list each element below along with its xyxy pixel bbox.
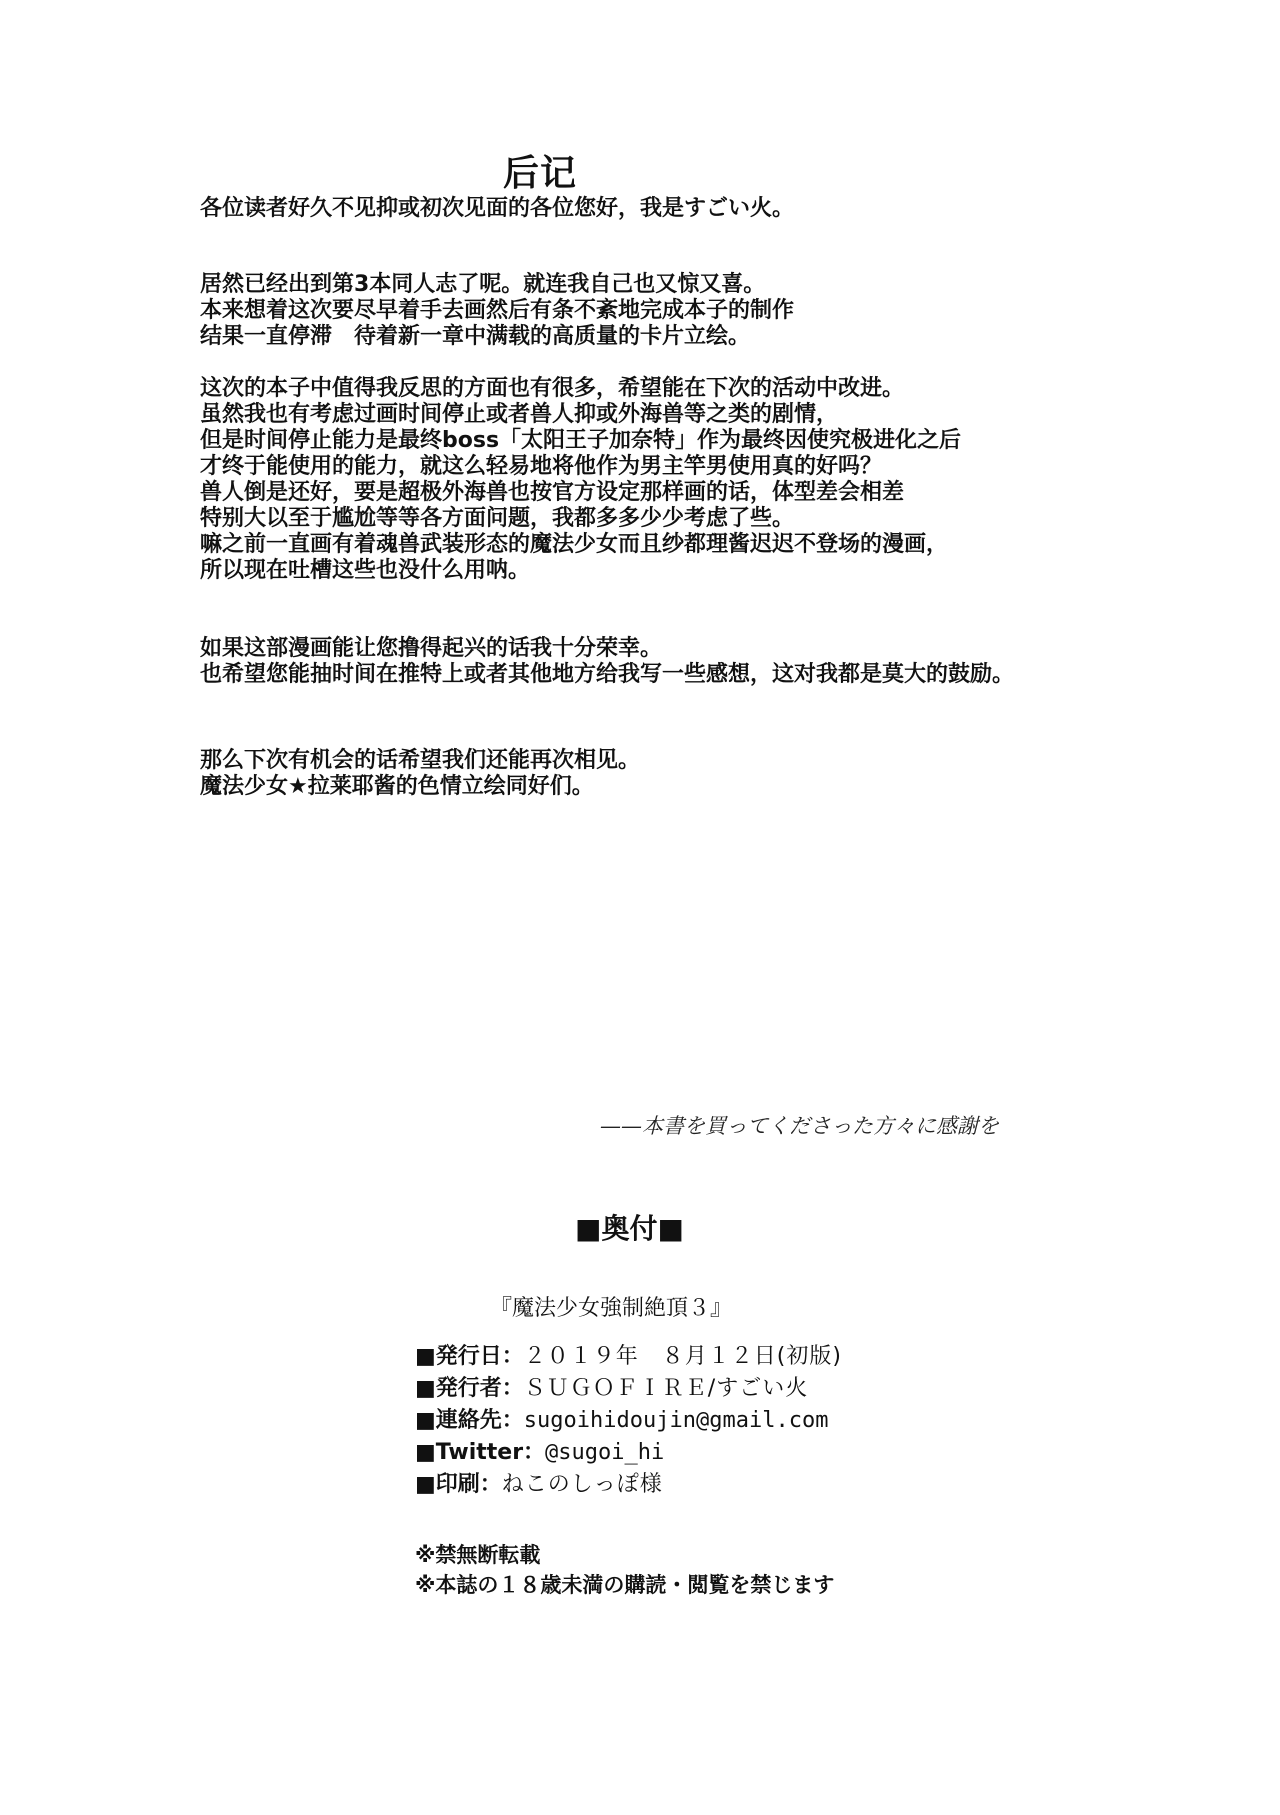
contact-email: sugoihidoujin@gmail.com xyxy=(523,1408,829,1433)
twitter-handle: @sugoi_hi xyxy=(545,1440,665,1465)
text-line: 但是时间停止能力是最终boss「太阳王子加奈特」作为最终因使究极进化之后 xyxy=(200,428,962,453)
text-line: 本来想着这次要尽早着手去画然后有条不紊地完成本子的制作 xyxy=(200,298,795,323)
publish-date-row xyxy=(415,1341,842,1373)
text-line: 居然已经出到第3本同人志了呢。就连我自己也又惊又喜。 xyxy=(200,272,766,297)
afterword-paragraph-thanks xyxy=(200,636,1260,688)
notice-no-reprint: ※禁無断転載 xyxy=(415,1543,541,1567)
contact-label: ■連絡先： xyxy=(415,1408,524,1433)
publisher-label: ■発行者： xyxy=(415,1376,524,1401)
colophon-info xyxy=(415,1341,842,1501)
twitter-label: ■Twitter： xyxy=(415,1440,546,1465)
book-title: 『魔法少女強制絶頂３』 xyxy=(490,1296,733,1321)
notice-age-restriction: ※本誌の１８歳未満の購読・閲覧を禁じます xyxy=(415,1573,835,1597)
text-line: 特别大以至于尴尬等等各方面问题，我都多多少少考虑了些。 xyxy=(200,506,795,531)
text-line: 兽人倒是还好，要是超极外海兽也按官方设定那样画的话，体型差会相差 xyxy=(200,480,905,505)
text-line: 这次的本子中值得我反思的方面也有很多，希望能在下次的活动中改进。 xyxy=(200,376,905,401)
thanks-signature: ——本書を買ってくださった方々に感謝を xyxy=(600,1114,999,1138)
text-line: 所以现在吐槽这些也没什么用呐。 xyxy=(200,558,531,583)
text-line: 才终于能使用的能力，就这么轻易地将他作为男主竿男使用真的好吗？ xyxy=(200,454,883,479)
publisher-row xyxy=(415,1373,842,1405)
text-line: 那么下次有机会的话希望我们还能再次相见。 xyxy=(200,748,641,773)
text-line: 嘛之前一直画有着魂兽武装形态的魔法少女而且纱都理酱迟迟不登场的漫画， xyxy=(200,532,949,557)
notices xyxy=(415,1540,834,1600)
publish-date-label: ■発行日： xyxy=(415,1344,524,1369)
text-line: 各位读者好久不见抑或初次见面的各位您好，我是すごい火。 xyxy=(200,196,795,221)
afterword-paragraph-reflection xyxy=(200,376,1260,584)
printer-value: ねこのしっぽ様 xyxy=(501,1472,663,1497)
afterword-paragraph-third-book xyxy=(200,272,1260,350)
printer-row xyxy=(415,1469,842,1501)
text-line: 也希望您能抽时间在推特上或者其他地方给我写一些感想，这对我都是莫大的鼓励。 xyxy=(200,662,1015,687)
printer-label: ■印刷： xyxy=(415,1472,502,1497)
publish-date-value: ２０１９年 ８月１２日(初版) xyxy=(523,1344,842,1369)
afterword-paragraph-greeting xyxy=(200,196,1260,222)
twitter-row xyxy=(415,1437,842,1469)
text-line: 结果一直停滞 待着新一章中满载的高质量的卡片立绘。 xyxy=(200,324,751,349)
text-line: 如果这部漫画能让您撸得起兴的话我十分荣幸。 xyxy=(200,636,663,661)
afterword-title: 后记 xyxy=(503,153,578,194)
publisher-value: ＳＵＧＯＦＩＲＥ/すごい火 xyxy=(523,1376,809,1401)
text-line: 魔法少女★拉莱耶酱的色情立绘同好们。 xyxy=(200,774,594,799)
afterword-paragraph-farewell xyxy=(200,748,1260,800)
contact-row xyxy=(415,1405,842,1437)
afterword-body xyxy=(200,196,1260,800)
text-line: 虽然我也有考虑过画时间停止或者兽人抑或外海兽等之类的剧情， xyxy=(200,402,839,427)
colophon-title: ■奥付■ xyxy=(575,1212,684,1245)
